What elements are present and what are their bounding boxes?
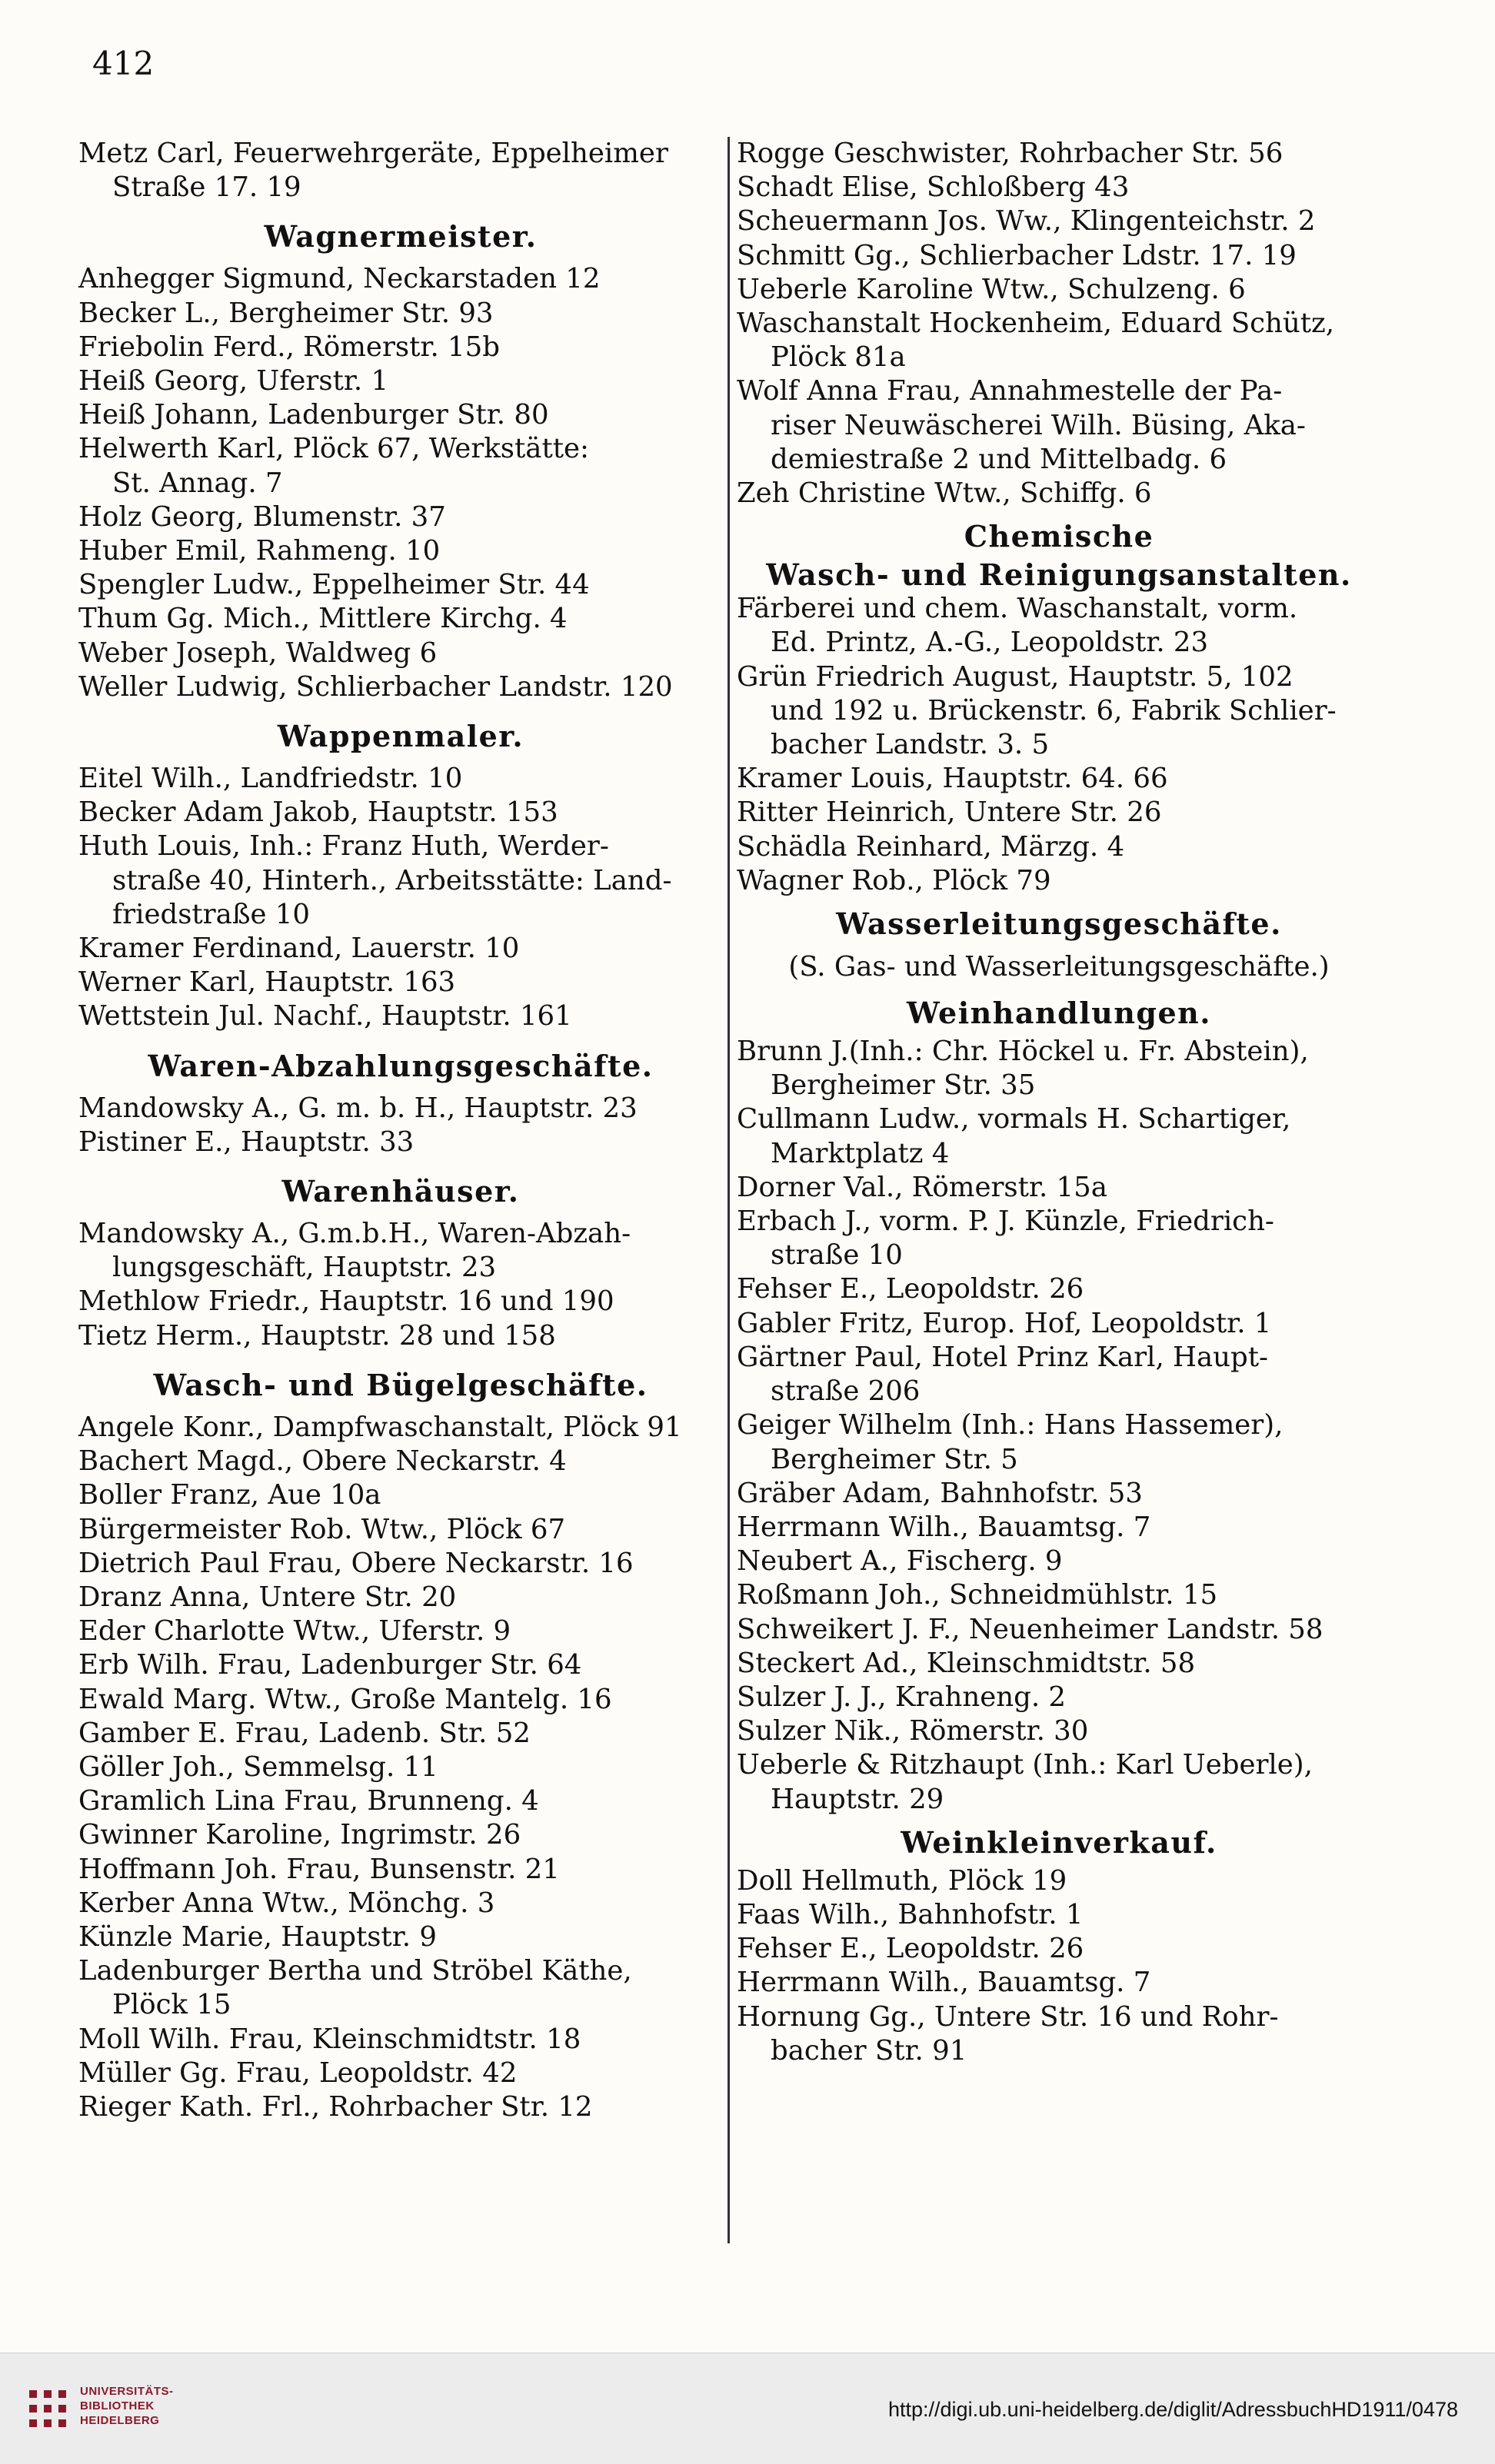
directory-entry: Herrmann Wilh., Bauamtsg. 7 [737,1967,1151,1999]
directory-entry: Ritter Heinrich, Untere Str. 26 [737,796,1162,829]
directory-entry: Zeh Christine Wtw., Schiffg. 6 [737,477,1152,510]
directory-entry: Weller Ludwig, Schlierbacher Landstr. 120 [78,670,673,703]
directory-entry: Huber Emil, Rahmeng. 10 [78,535,441,567]
directory-entry: Fehser E., Leopoldstr. 26 [737,1933,1084,1965]
directory-entry: Waschanstalt Hockenheim, Eduard Schütz, Plöck 81a [737,308,1334,374]
directory-entry: Faas Wilh., Bahnhofstr. 1 [737,1898,1084,1930]
directory-entry: Spengler Ludw., Eppelheimer Str. 44 [78,569,590,601]
library-footer [0,2353,1495,2464]
cross-reference-note: (S. Gas- und Wasserleitungsgeschäfte.) [788,951,1330,983]
directory-entry: Gamber E. Frau, Ladenb. Str. 52 [78,1717,531,1749]
directory-entry: Friebolin Ferd., Römerstr. 15b [78,331,500,363]
section-heading: Wasch- und Bügelgeschäfte. [153,1367,648,1402]
library-name-line: BIBLIOTHEK [80,2399,155,2412]
directory-entry: Neubert A., Fischerg. 9 [737,1545,1063,1578]
source-url[interactable]: http://digi.ub.uni-heidelberg.de/diglit/AdressbuchHD1911/0478 [888,2398,1458,2421]
library-name-line: HEIDELBERG [80,2414,160,2427]
section-heading: Chemische [964,519,1154,554]
directory-entry: Huth Louis, Inh.: Franz Huth, Werder- straße 40, Hinterh., Arbeitsstätte: Land- friedstraße 10 [78,830,672,930]
directory-entry: Steckert Ad., Kleinschmidtstr. 58 [737,1647,1196,1679]
directory-entry: Bachert Magd., Obere Neckarstr. 4 [78,1445,567,1478]
library-name [80,2384,174,2428]
directory-entry: Ueberle Karoline Wtw., Schulzeng. 6 [737,273,1246,305]
directory-entry: Sulzer Nik., Römerstr. 30 [737,1715,1089,1747]
section-heading: Wagnermeister. [264,219,538,254]
directory-entry: Heiß Georg, Uferstr. 1 [78,365,389,397]
section-heading: Wappenmaler. [277,719,524,754]
directory-entry: Brunn J.(Inh.: Chr. Höckel u. Fr. Abstein), Bergheimer Str. 35 [737,1036,1309,1102]
section-heading: Weinkleinverkauf. [901,1824,1217,1860]
section-heading: Wasserleitungsgeschäfte. [836,906,1282,942]
directory-entry: Dietrich Paul Frau, Obere Neckarstr. 16 [78,1547,634,1579]
directory-entry: Helwerth Karl, Plöck 67, Werkstätte: St. Annag. 7 [78,433,589,499]
directory-entry: Grün Friedrich August, Hauptstr. 5, 102 und 192 u. Brückenstr. 6, Fabrik Schlier- bacher Landstr. 3. 5 [737,660,1337,761]
directory-entry: Wettstein Jul. Nachf., Hauptstr. 161 [78,1000,572,1032]
page-number: 412 [92,45,155,82]
directory-entry: Gwinner Karoline, Ingrimstr. 26 [78,1819,521,1851]
directory-entry: Rogge Geschwister, Rohrbacher Str. 56 [737,138,1284,169]
directory-entry: Moll Wilh. Frau, Kleinschmidtstr. 18 [78,2023,581,2055]
directory-entry: Angele Konr., Dampfwaschanstalt, Plöck 91 [78,1411,682,1443]
directory-entry: Anhegger Sigmund, Neckarstaden 12 [78,263,601,295]
directory-entry: Gärtner Paul, Hotel Prinz Karl, Haupt- straße 206 [737,1341,1268,1408]
directory-entry: Scheuermann Jos. Ww., Klingenteichstr. 2 [737,205,1316,238]
directory-entry: Gabler Fritz, Europ. Hof, Leopoldstr. 1 [737,1307,1272,1339]
left-column [78,137,723,2124]
directory-entry: Ueberle & Ritzhaupt (Inh.: Karl Ueberle), Hauptstr. 29 [737,1749,1313,1815]
directory-entry: Färberei und chem. Waschanstalt, vorm. Ed. Printz, A.-G., Leopoldstr. 23 [737,593,1298,659]
directory-entry: Mandowsky A., G.m.b.H., Waren-Abzah- lungsgeschäft, Hauptstr. 23 [78,1218,631,1284]
directory-entry: Boller Franz, Aue 10a [78,1479,381,1511]
directory-entry: Rieger Kath. Frl., Rohrbacher Str. 12 [78,2090,593,2123]
section-heading: Wasch- und Reinigungsanstalten. [766,557,1352,593]
directory-entry: Heiß Johann, Ladenburger Str. 80 [78,399,549,431]
library-name-line: UNIVERSITÄTS- [80,2385,174,2398]
directory-entry: Kramer Louis, Hauptstr. 64. 66 [737,763,1168,795]
directory-entry: Roßmann Joh., Schneidmühlstr. 15 [737,1579,1218,1611]
directory-entry: Eder Charlotte Wtw., Uferstr. 9 [78,1615,511,1648]
directory-entry: Müller Gg. Frau, Leopoldstr. 42 [78,2057,518,2089]
directory-entry: Erbach J., vorm. P. J. Künzle, Friedrich- straße 10 [737,1205,1274,1272]
directory-entry: Geiger Wilhelm (Inh.: Hans Hassemer), Bergheimer Str. 5 [737,1409,1284,1475]
directory-entry: Schweikert J. F., Neuenheimer Landstr. 58 [737,1613,1324,1645]
directory-entry: Kramer Ferdinand, Lauerstr. 10 [78,933,520,965]
directory-entry: Bürgermeister Rob. Wtw., Plöck 67 [78,1513,566,1545]
directory-entry: Thum Gg. Mich., Mittlere Kirchg. 4 [78,603,568,635]
directory-entry: Mandowsky A., G. m. b. H., Hauptstr. 23 [78,1092,638,1124]
directory-entry: Ewald Marg. Wtw., Große Mantelg. 16 [78,1683,612,1715]
directory-entry: Pistiner E., Hauptstr. 33 [78,1126,415,1158]
directory-entry: Erb Wilh. Frau, Ladenburger Str. 64 [78,1649,582,1681]
directory-entry: Wagner Rob., Plöck 79 [737,864,1051,896]
directory-entry: Herrmann Wilh., Bauamtsg. 7 [737,1511,1151,1543]
section-heading: Weinhandlungen. [906,996,1212,1031]
directory-entry: Schmitt Gg., Schlierbacher Ldstr. 17. 19 [737,239,1297,271]
directory-entry: Künzle Marie, Hauptstr. 9 [78,1920,437,1953]
directory-entry: Weber Joseph, Waldweg 6 [78,637,438,669]
directory-entry: Schädla Reinhard, Märzg. 4 [737,830,1125,863]
directory-entry: Metz Carl, Feuerwehrgeräte, Eppelheimer Straße 17. 19 [78,138,668,204]
right-column [737,137,1381,2068]
directory-entry: Hornung Gg., Untere Str. 16 und Rohr- bacher Str. 91 [737,2000,1279,2067]
directory-entry: Ladenburger Bertha und Ströbel Käthe, Plöck 15 [78,1955,632,2021]
directory-entry: Gramlich Lina Frau, Brunneng. 4 [78,1785,539,1817]
directory-entry: Dranz Anna, Untere Str. 20 [78,1581,457,1613]
directory-entry: Becker Adam Jakob, Hauptstr. 153 [78,796,558,829]
directory-entry: Eitel Wilh., Landfriedstr. 10 [78,763,463,795]
directory-entry: Werner Karl, Hauptstr. 163 [78,966,456,999]
directory-entry: Methlow Friedr., Hauptstr. 16 und 190 [78,1285,614,1318]
directory-entry: Cullmann Ludw., vormals H. Schartiger, Marktplatz 4 [737,1103,1291,1169]
library-logo-icon [29,2390,66,2427]
section-heading: Warenhäuser. [281,1174,520,1209]
directory-entry: Dorner Val., Römerstr. 15a [737,1171,1107,1203]
directory-entry: Kerber Anna Wtw., Mönchg. 3 [78,1887,495,1919]
directory-entry: Göller Joh., Semmelsg. 11 [78,1751,438,1783]
directory-entry: Hoffmann Joh. Frau, Bunsenstr. 21 [78,1853,560,1885]
directory-entry: Wolf Anna Frau, Annahmestelle der Pa- riser Neuwäscherei Wilh. Büsing, Aka- demiestraße 2 und Mittelbadg. 6 [737,375,1306,475]
column-divider [728,137,730,2243]
directory-entry: Sulzer J. J., Krahneng. 2 [737,1681,1067,1713]
directory-entry: Holz Georg, Blumenstr. 37 [78,500,446,533]
directory-entry: Doll Hellmuth, Plöck 19 [737,1864,1067,1897]
directory-entry: Schadt Elise, Schloßberg 43 [737,171,1130,204]
directory-entry: Becker L., Bergheimer Str. 93 [78,297,494,329]
section-heading: Waren-Abzahlungsgeschäfte. [148,1048,654,1083]
directory-entry: Gräber Adam, Bahnhofstr. 53 [737,1477,1143,1509]
directory-entry: Tietz Herm., Hauptstr. 28 und 158 [78,1319,556,1352]
directory-entry: Fehser E., Leopoldstr. 26 [737,1273,1084,1305]
